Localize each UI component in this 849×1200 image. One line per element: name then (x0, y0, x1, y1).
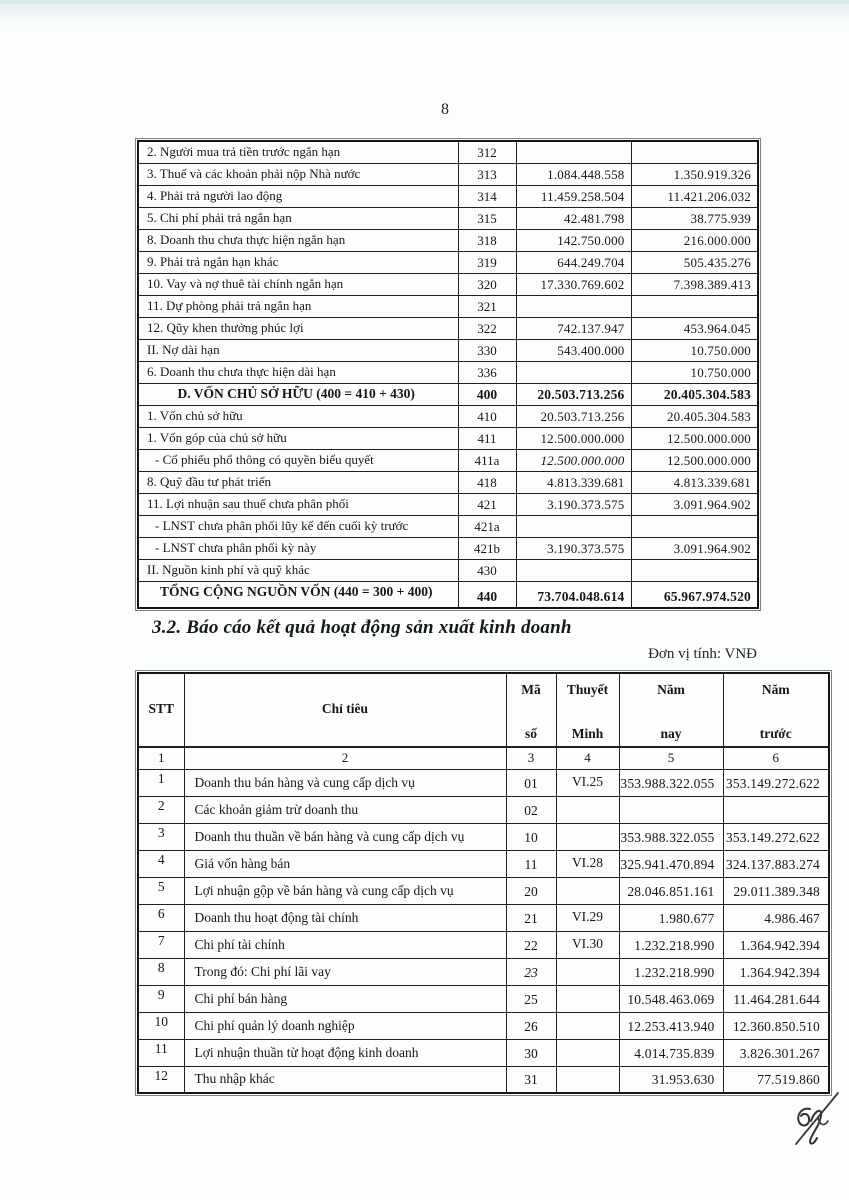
row-stt-cell: 7 (138, 931, 184, 958)
row-stt-cell: 6 (138, 904, 184, 931)
column-number: 6 (723, 747, 829, 769)
row-label-cell: 3. Thuế và các khoản phải nộp Nhà nước (138, 163, 458, 185)
value-current-year-cell: 3.190.373.575 (516, 493, 631, 515)
row-label-cell: II. Nợ dài hạn (138, 339, 458, 361)
column-number: 4 (556, 747, 619, 769)
row-code-cell: 421a (458, 515, 516, 537)
row-code-cell: 319 (458, 251, 516, 273)
row-label-cell: Doanh thu thuần về bán hàng và cung cấp dịch vụ (184, 823, 506, 850)
value-current-year-cell (516, 559, 631, 581)
value-prior-year-cell: 7.398.389.413 (631, 273, 758, 295)
value-prior-year-cell: 353.149.272.622 (723, 823, 829, 850)
table-row (138, 383, 758, 405)
value-prior-year-cell: 77.519.860 (723, 1066, 829, 1093)
value-prior-year-cell: 10.750.000 (631, 339, 758, 361)
row-code-cell: 330 (458, 339, 516, 361)
row-note-cell (556, 1066, 619, 1093)
row-note-cell (556, 796, 619, 823)
value-current-year-cell: 17.330.769.602 (516, 273, 631, 295)
table-row (138, 537, 758, 559)
value-prior-year-cell: 353.149.272.622 (723, 769, 829, 796)
scan-artifact-band (0, 0, 849, 36)
table-row (138, 931, 829, 958)
row-label-cell: Chi phí tài chính (184, 931, 506, 958)
table-row (138, 339, 758, 361)
row-stt-cell: 1 (138, 769, 184, 796)
row-label-cell: 2. Người mua trả tiền trước ngắn hạn (138, 141, 458, 163)
table-row (138, 163, 758, 185)
value-prior-year-cell: 12.500.000.000 (631, 427, 758, 449)
table-row (138, 1039, 829, 1066)
table-row (138, 251, 758, 273)
row-stt-cell: 8 (138, 958, 184, 985)
row-note-cell (556, 823, 619, 850)
row-label-cell: 6. Doanh thu chưa thực hiện dài hạn (138, 361, 458, 383)
table-row (138, 769, 829, 796)
value-current-year-cell: 42.481.798 (516, 207, 631, 229)
row-code-cell: 421b (458, 537, 516, 559)
row-code-cell: 312 (458, 141, 516, 163)
header-chi-tieu: Chỉ tiêu (184, 673, 506, 747)
value-current-year-cell: 3.190.373.575 (516, 537, 631, 559)
value-prior-year-cell: 11.464.281.644 (723, 985, 829, 1012)
row-code-cell: 21 (506, 904, 556, 931)
table-row (138, 229, 758, 251)
value-prior-year-cell (631, 559, 758, 581)
table-row (138, 471, 758, 493)
row-stt-cell: 9 (138, 985, 184, 1012)
row-stt-cell: 11 (138, 1039, 184, 1066)
row-label-cell: Các khoản giảm trừ doanh thu (184, 796, 506, 823)
table-row (138, 985, 829, 1012)
table-row (138, 405, 758, 427)
row-note-cell (556, 1039, 619, 1066)
row-code-cell: 315 (458, 207, 516, 229)
row-note-cell: VI.29 (556, 904, 619, 931)
row-stt-cell: 3 (138, 823, 184, 850)
currency-unit-label: Đơn vị tính: VNĐ (648, 646, 757, 662)
value-current-year-cell: 28.046.851.161 (619, 877, 723, 904)
row-stt-cell: 12 (138, 1066, 184, 1093)
value-prior-year-cell: 4.986.467 (723, 904, 829, 931)
value-prior-year-cell: 1.364.942.394 (723, 931, 829, 958)
row-code-cell: 26 (506, 1012, 556, 1039)
row-code-cell: 20 (506, 877, 556, 904)
column-number: 2 (184, 747, 506, 769)
row-label-cell: - LNST chưa phân phối lũy kế đến cuối kỳ trước (138, 515, 458, 537)
row-note-cell (556, 1012, 619, 1039)
value-current-year-cell: 12.253.413.940 (619, 1012, 723, 1039)
row-label-cell: 11. Lợi nhuận sau thuế chưa phân phối (138, 493, 458, 515)
value-prior-year-cell: 10.750.000 (631, 361, 758, 383)
table-row (138, 1066, 829, 1093)
section-title: 3.2. Báo cáo kết quả hoạt động sản xuất kinh doanh (152, 617, 572, 638)
table-row (138, 877, 829, 904)
row-note-cell: VI.30 (556, 931, 619, 958)
table-row (138, 515, 758, 537)
table-row (138, 823, 829, 850)
value-current-year-cell: 4.813.339.681 (516, 471, 631, 493)
column-number-row (138, 747, 829, 769)
table-row (138, 559, 758, 581)
row-code-cell: 01 (506, 769, 556, 796)
value-current-year-cell (516, 361, 631, 383)
value-current-year-cell: 31.953.630 (619, 1066, 723, 1093)
value-current-year-cell: 20.503.713.256 (516, 405, 631, 427)
row-stt-cell: 10 (138, 1012, 184, 1039)
table-row (138, 427, 758, 449)
value-current-year-cell: 4.014.735.839 (619, 1039, 723, 1066)
value-current-year-cell (516, 141, 631, 163)
table-row (138, 317, 758, 339)
table-row (138, 185, 758, 207)
value-prior-year-cell (631, 515, 758, 537)
column-number: 3 (506, 747, 556, 769)
row-label-cell: 10. Vay và nợ thuê tài chính ngắn hạn (138, 273, 458, 295)
value-current-year-cell: 12.500.000.000 (516, 449, 631, 471)
header-nam-nay: Năm nay (619, 673, 723, 747)
table-row (138, 295, 758, 317)
row-code-cell: 02 (506, 796, 556, 823)
row-label-cell: Trong đó: Chi phí lãi vay (184, 958, 506, 985)
page-number: 8 (441, 101, 449, 118)
value-prior-year-cell (723, 796, 829, 823)
row-label-cell: 9. Phải trả ngắn hạn khác (138, 251, 458, 273)
row-code-cell: 421 (458, 493, 516, 515)
row-code-cell: 25 (506, 985, 556, 1012)
row-note-cell: VI.25 (556, 769, 619, 796)
row-label-cell: Chi phí bán hàng (184, 985, 506, 1012)
value-current-year-cell: 11.459.258.504 (516, 185, 631, 207)
value-prior-year-cell: 3.826.301.267 (723, 1039, 829, 1066)
row-label-cell: Doanh thu bán hàng và cung cấp dịch vụ (184, 769, 506, 796)
value-current-year-cell: 543.400.000 (516, 339, 631, 361)
row-code-cell: 322 (458, 317, 516, 339)
row-label-cell: II. Nguồn kinh phí và quỹ khác (138, 559, 458, 581)
value-current-year-cell: 12.500.000.000 (516, 427, 631, 449)
value-current-year-cell: 353.988.322.055 (619, 769, 723, 796)
row-code-cell: 418 (458, 471, 516, 493)
value-prior-year-cell: 3.091.964.902 (631, 537, 758, 559)
value-prior-year-cell: 65.967.974.520 (631, 581, 758, 608)
row-code-cell: 320 (458, 273, 516, 295)
row-stt-cell: 2 (138, 796, 184, 823)
row-code-cell: 318 (458, 229, 516, 251)
row-label-cell: 8. Doanh thu chưa thực hiện ngắn hạn (138, 229, 458, 251)
row-note-cell (556, 958, 619, 985)
row-code-cell: 321 (458, 295, 516, 317)
row-stt-cell: 5 (138, 877, 184, 904)
column-number: 1 (138, 747, 184, 769)
value-current-year-cell: 1.980.677 (619, 904, 723, 931)
value-prior-year-cell: 216.000.000 (631, 229, 758, 251)
table-row (138, 850, 829, 877)
value-prior-year-cell: 1.364.942.394 (723, 958, 829, 985)
row-code-cell: 411 (458, 427, 516, 449)
row-code-cell: 336 (458, 361, 516, 383)
table-row (138, 904, 829, 931)
value-prior-year-cell (631, 141, 758, 163)
row-code-cell: 31 (506, 1066, 556, 1093)
value-prior-year-cell: 1.350.919.326 (631, 163, 758, 185)
value-current-year-cell: 325.941.470.894 (619, 850, 723, 877)
income-statement-table (137, 672, 830, 1094)
row-label-cell: 11. Dự phòng phải trả ngắn hạn (138, 295, 458, 317)
row-code-cell: 10 (506, 823, 556, 850)
table-row (138, 207, 758, 229)
value-prior-year-cell: 453.964.045 (631, 317, 758, 339)
row-label-cell: Giá vốn hàng bán (184, 850, 506, 877)
row-label-cell: - Cổ phiếu phổ thông có quyền biểu quyết (138, 449, 458, 471)
value-prior-year-cell: 20.405.304.583 (631, 405, 758, 427)
value-prior-year-cell: 38.775.939 (631, 207, 758, 229)
value-current-year-cell: 1.232.218.990 (619, 958, 723, 985)
value-prior-year-cell: 3.091.964.902 (631, 493, 758, 515)
value-current-year-cell: 10.548.463.069 (619, 985, 723, 1012)
row-label-cell: 1. Vốn góp của chủ sở hữu (138, 427, 458, 449)
handwritten-initials-icon (784, 1088, 842, 1152)
row-label-cell: 5. Chi phí phải trả ngắn hạn (138, 207, 458, 229)
header-nam-truoc: Năm trước (723, 673, 829, 747)
row-label-cell: 8. Quỹ đầu tư phát triển (138, 471, 458, 493)
balance-sheet-table (137, 140, 759, 609)
table-row (138, 361, 758, 383)
row-code-cell: 411a (458, 449, 516, 471)
header-thuyet-minh: Thuyết Minh (556, 673, 619, 747)
table-row (138, 796, 829, 823)
value-prior-year-cell: 11.421.206.032 (631, 185, 758, 207)
value-prior-year-cell: 4.813.339.681 (631, 471, 758, 493)
row-label-cell: Doanh thu hoạt động tài chính (184, 904, 506, 931)
row-label-cell: Chi phí quản lý doanh nghiệp (184, 1012, 506, 1039)
value-prior-year-cell: 505.435.276 (631, 251, 758, 273)
table-row (138, 493, 758, 515)
value-prior-year-cell: 12.360.850.510 (723, 1012, 829, 1039)
row-note-cell (556, 985, 619, 1012)
value-prior-year-cell (631, 295, 758, 317)
row-code-cell: 11 (506, 850, 556, 877)
value-current-year-cell: 644.249.704 (516, 251, 631, 273)
value-prior-year-cell: 324.137.883.274 (723, 850, 829, 877)
row-code-cell: 410 (458, 405, 516, 427)
table-row (138, 958, 829, 985)
value-current-year-cell (516, 295, 631, 317)
row-label-cell: 1. Vốn chủ sở hữu (138, 405, 458, 427)
value-current-year-cell: 353.988.322.055 (619, 823, 723, 850)
row-label-cell: D. VỐN CHỦ SỞ HỮU (400 = 410 + 430) (138, 383, 458, 405)
value-current-year-cell: 1.084.448.558 (516, 163, 631, 185)
row-code-cell: 22 (506, 931, 556, 958)
table-row (138, 449, 758, 471)
table-row (138, 1012, 829, 1039)
row-code-cell: 313 (458, 163, 516, 185)
row-label-cell: Thu nhập khác (184, 1066, 506, 1093)
header-stt: STT (138, 673, 184, 747)
value-prior-year-cell: 29.011.389.348 (723, 877, 829, 904)
row-label-cell: 12. Qũy khen thưởng phúc lợi (138, 317, 458, 339)
row-label-cell: 4. Phải trả người lao động (138, 185, 458, 207)
row-note-cell: VI.28 (556, 850, 619, 877)
value-prior-year-cell: 12.500.000.000 (631, 449, 758, 471)
row-code-cell: 23 (506, 958, 556, 985)
row-label-cell: Lợi nhuận gộp về bán hàng và cung cấp dịch vụ (184, 877, 506, 904)
column-number: 5 (619, 747, 723, 769)
row-code-cell: 400 (458, 383, 516, 405)
table-row (138, 141, 758, 163)
row-code-cell: 30 (506, 1039, 556, 1066)
row-code-cell: 440 (458, 581, 516, 608)
header-ma-so: Mã số (506, 673, 556, 747)
value-current-year-cell: 20.503.713.256 (516, 383, 631, 405)
table-row (138, 273, 758, 295)
row-label-cell: Lợi nhuận thuần từ hoạt động kinh doanh (184, 1039, 506, 1066)
row-stt-cell: 4 (138, 850, 184, 877)
value-prior-year-cell: 20.405.304.583 (631, 383, 758, 405)
table-row (138, 581, 758, 608)
value-current-year-cell: 73.704.048.614 (516, 581, 631, 608)
value-current-year-cell (516, 515, 631, 537)
row-code-cell: 430 (458, 559, 516, 581)
row-label-cell: TỔNG CỘNG NGUỒN VỐN (440 = 300 + 400) (138, 581, 458, 608)
row-code-cell: 314 (458, 185, 516, 207)
value-current-year-cell: 1.232.218.990 (619, 931, 723, 958)
value-current-year-cell: 742.137.947 (516, 317, 631, 339)
header-row (138, 673, 829, 747)
value-current-year-cell: 142.750.000 (516, 229, 631, 251)
value-current-year-cell (619, 796, 723, 823)
row-note-cell (556, 877, 619, 904)
row-label-cell: - LNST chưa phân phối kỳ này (138, 537, 458, 559)
